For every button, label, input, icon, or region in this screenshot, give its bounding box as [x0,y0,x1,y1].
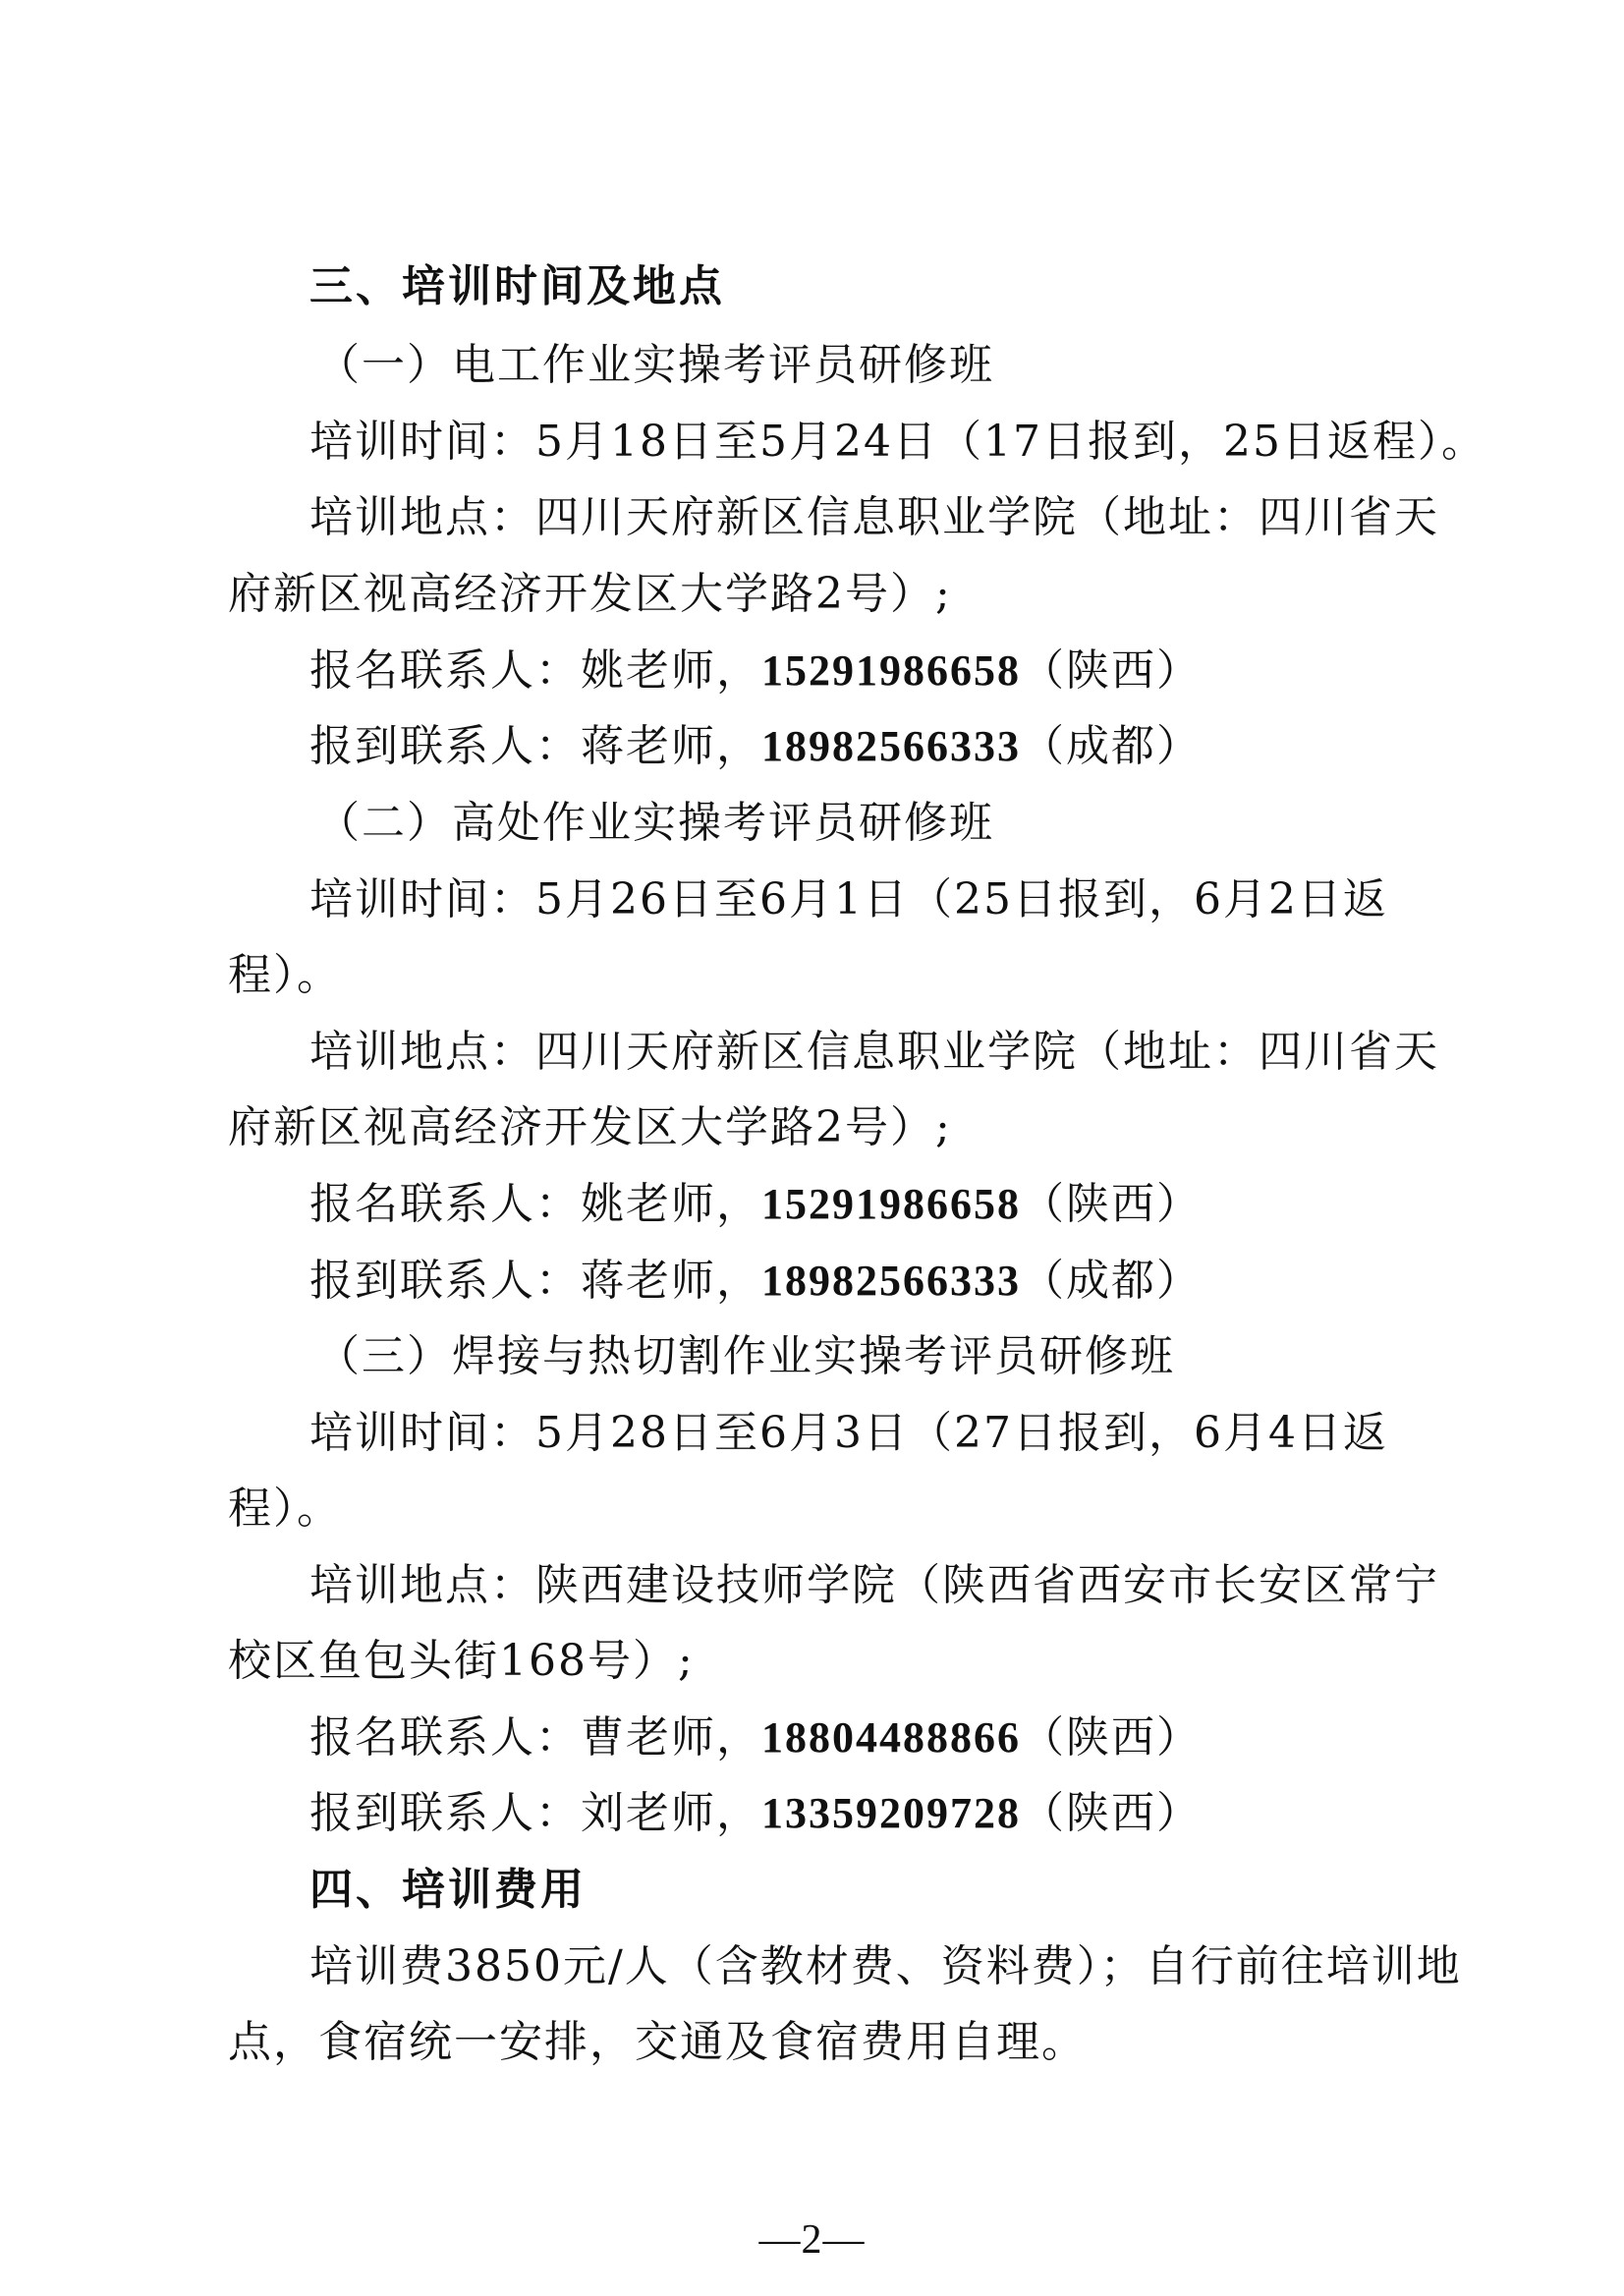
contact-label: 报到联系人：蒋老师， [309,721,761,771]
class2-time-line2: 程）。 [228,950,342,1000]
contact-label: 报到联系人：蒋老师， [309,1256,761,1306]
class3-report-contact [309,1784,1202,1843]
contact-region: （成都） [1021,721,1202,771]
class2-report-contact [309,1252,1202,1311]
contact-phone: 18804488866 [761,1713,1021,1762]
contact-label: 报名联系人：曹老师， [309,1712,761,1763]
class1-place-line1: 培训地点：四川天府新区信息职业学院（地址：四川省天 [309,492,1439,542]
contact-phone: 15291986658 [761,1180,1021,1228]
contact-phone: 15291986658 [761,646,1021,695]
class3-time-line2: 程）。 [228,1484,342,1534]
class3-place-line2: 校区鱼包头街168号）; [228,1636,695,1686]
class1-place-line2: 府新区视高经济开发区大学路2号）; [228,569,952,619]
page-number: —2— [758,2217,866,2263]
class2-time-line1: 培训时间：5月26日至6月1日（25日报到，6月2日返 [309,874,1388,924]
contact-label: 报到联系人：刘老师， [309,1788,761,1838]
class3-signup-contact [309,1708,1202,1767]
class2-title: （二）高处作业实操考评员研修班 [316,798,994,848]
class2-signup-contact [309,1175,1202,1234]
class1-signup-contact [309,642,1202,700]
class2-place-line1: 培训地点：四川天府新区信息职业学院（地址：四川省天 [309,1027,1439,1077]
class3-time-line1: 培训时间：5月28日至6月3日（27日报到，6月4日返 [309,1408,1388,1458]
class1-title: （一）电工作业实操考评员研修班 [316,340,994,390]
contact-region: （陕西） [1021,1788,1202,1838]
contact-region: （陕西） [1021,1179,1202,1229]
contact-region: （成都） [1021,1256,1202,1306]
class2-place-line2: 府新区视高经济开发区大学路2号）; [228,1102,952,1152]
contact-phone: 18982566333 [761,1257,1021,1305]
contact-phone: 18982566333 [761,722,1021,770]
section-heading-fee: 四、培训费用 [309,1865,587,1915]
contact-label: 报名联系人：姚老师， [309,1179,761,1229]
class1-report-contact [309,717,1202,776]
class3-place-line1: 培训地点：陕西建设技师学院（陕西省西安市长安区常宁 [309,1560,1439,1610]
contact-label: 报名联系人：姚老师， [309,645,761,696]
contact-phone: 13359209728 [761,1789,1021,1837]
class1-time: 培训时间：5月18日至5月24日（17日报到，25日返程）。 [309,417,1486,467]
contact-region: （陕西） [1021,645,1202,696]
fee-line2: 点，食宿统一安排，交通及食宿费用自理。 [228,2017,1087,2067]
contact-region: （陕西） [1021,1712,1202,1763]
section-heading-time-place: 三、培训时间及地点 [309,261,725,311]
class3-title: （三）焊接与热切割作业实操考评员研修班 [316,1331,1175,1381]
fee-line1: 培训费3850元/人（含教材费、资料费）；自行前往培训地 [309,1941,1462,1991]
